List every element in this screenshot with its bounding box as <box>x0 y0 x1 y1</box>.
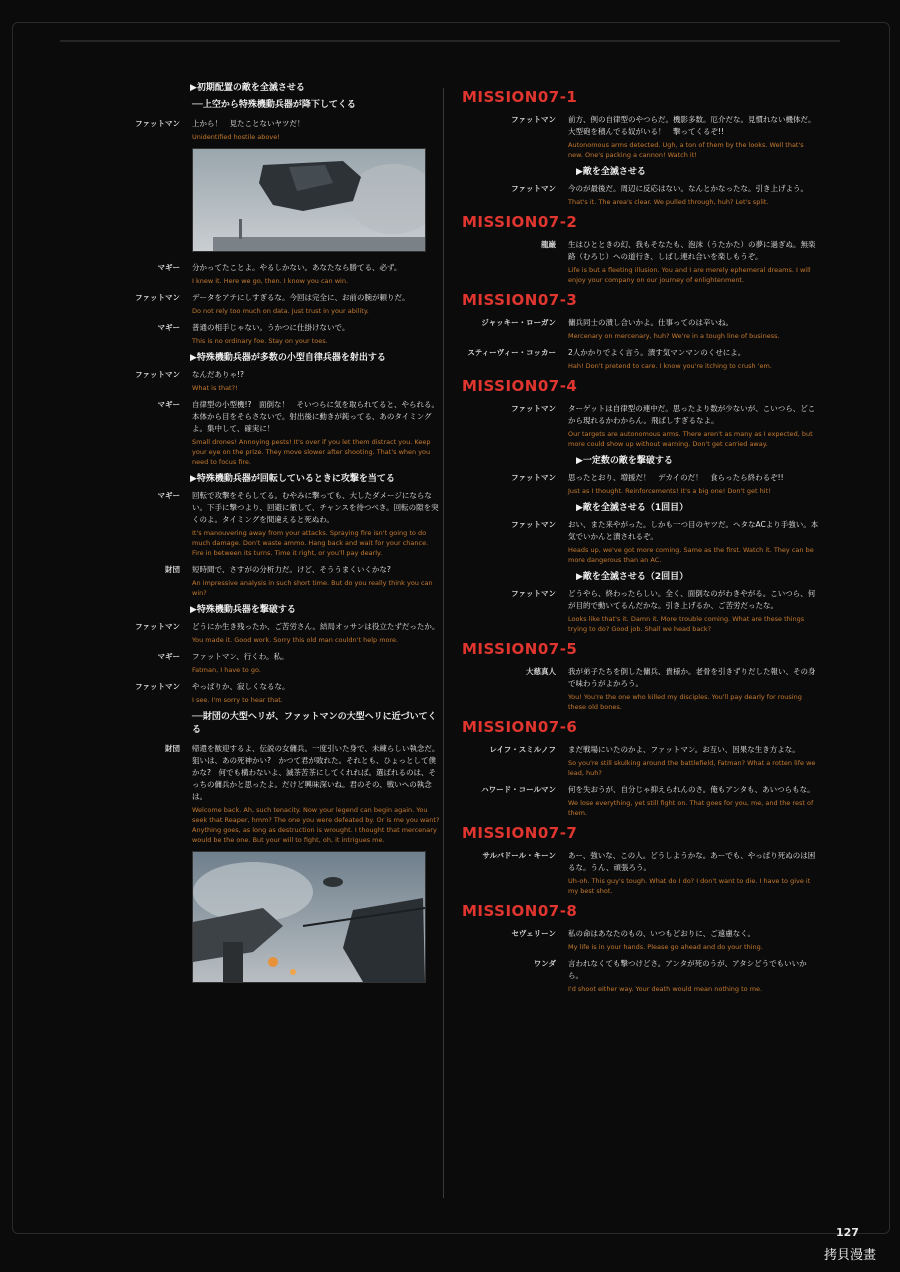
speaker-name: ファットマン <box>135 293 180 302</box>
en-text: Do not rely too much on data. Just trust in your ability. <box>192 307 369 315</box>
speaker-name: ファットマン <box>135 682 180 691</box>
en-text: I'd shoot either way. Your death would mean nothing to me. <box>568 985 763 993</box>
column-divider <box>443 88 444 1198</box>
jp-text: まだ戦場にいたのかよ、ファットマン。お互い、因果な生き方よな。 <box>568 745 800 754</box>
screenshot-image-1 <box>192 148 426 252</box>
speaker-name: レイフ・スミルノフ <box>489 745 556 754</box>
speaker-name: ハワード・コールマン <box>481 785 556 794</box>
dialogue-line <box>460 472 820 496</box>
mission-title: MISSION07-2 <box>462 213 578 231</box>
jp-text: 今のが最後だ。周辺に反応はない。なんとかなったな。引き上げよう。 <box>568 184 808 193</box>
jp-text: 2人かかりでよく言う。潰す気マンマンのくせによ。 <box>568 348 746 357</box>
speaker-name: マギー <box>157 323 180 332</box>
jp-text: なんだありゃ!? <box>192 370 244 379</box>
mission-title: MISSION07-6 <box>462 718 578 736</box>
en-text: Uh-oh. This guy's tough. What do I do? I don't want to die. I have to give it my best shot. <box>568 877 811 895</box>
en-text: So you're still skulking around the battlefield, Fatman? What a rotten life we lead, huh? <box>568 759 816 777</box>
frame-top-rule <box>60 40 840 42</box>
dialogue-line <box>460 317 820 341</box>
jp-text: どうにか生き残ったか、ご苦労さん。結局オッサンは役立たずだったか。 <box>192 622 440 631</box>
speaker-name: ファットマン <box>135 119 180 128</box>
en-text: This is no ordinary foe. Stay on your toes. <box>192 337 328 345</box>
speaker-name: マギー <box>157 263 180 272</box>
en-text: Unidentified hostile above! <box>192 133 280 141</box>
en-text: Mercenary on mercenary, huh? We're in a tough line of business. <box>568 332 780 340</box>
speaker-name: ファットマン <box>135 370 180 379</box>
speaker-name: ファットマン <box>511 404 556 413</box>
section-heading: ▶特殊機動兵器を撃破する <box>190 605 296 615</box>
en-text: Heads up, we've got more coming. Same as the first. Watch it. They can be more dangerous than an AC. <box>568 546 814 564</box>
speaker-name: ワンダ <box>533 959 556 968</box>
page-number: 127 <box>836 1226 859 1239</box>
dialogue-line <box>120 369 440 393</box>
watermark-text: 拷貝漫畫 <box>824 1248 877 1263</box>
jp-text: どうやら、終わったらしい。全く、面倒なのがわきやがる。こいつら、何が目的で動いてるんだかな。引き上げるか、ご苦労だったな。 <box>568 589 816 610</box>
speaker-name: ファットマン <box>135 622 180 631</box>
en-text: You! You're the one who killed my disciples. You'll pay dearly for rousing these old bones. <box>568 693 802 711</box>
en-text: We lose everything, yet still fight on. That goes for you, me, and the rest of them. <box>568 799 814 817</box>
dialogue-line <box>460 666 820 712</box>
en-text: Welcome back. Ah, such tenacity. Now your legend can begin again. You seek that Reaper, hmm? The one you were defeated by. Or is me you want? Anything goes, as long as destruction is wrought. I thought that mercenary would be the one. But your will to fight, oh, it intrigues me. <box>192 806 440 844</box>
en-text: I see. I'm sorry to hear that. <box>192 696 283 704</box>
mission-title: MISSION07-7 <box>462 824 578 842</box>
jp-text: データをアテにしすぎるな。今回は完全に、お前の腕が頼りだ。 <box>192 293 410 302</box>
dialogue-line <box>460 114 820 160</box>
dialogue-line <box>460 958 820 994</box>
en-text: It's manouvering away from your attacks. Spraying fire isn't going to do much damage. Don't waste ammo. Hang back and wait for your chance. Fire in between its turns. Time it right, or you'll pay dearly. <box>192 529 429 557</box>
jp-text: 上から！ 見たことないヤツだ！ <box>192 119 305 128</box>
en-text: Fatman, I have to go. <box>192 666 261 674</box>
section-heading: ▶敵を全滅させる <box>576 167 646 177</box>
speaker-name: マギー <box>157 491 180 500</box>
en-text: Hah! Don't pretend to care. I know you're itching to crush 'em. <box>568 362 772 370</box>
jp-text: ファットマン、行くわ。私。 <box>192 652 289 661</box>
jp-text: 前方、例の自律型のやつらだ。機影多数。厄介だな。見慣れない機体だ。大型砲を積んでる奴がいる！ 撃ってくるぞ!! <box>568 115 816 136</box>
speaker-name: サルバドール・キーン <box>482 851 556 860</box>
jp-text: 何を失おうが、自分じゃ抑えられんのさ。俺もアンタも、あいつらもな。 <box>568 785 815 794</box>
dialogue-line <box>460 347 820 371</box>
speaker-name: スティーヴィー・コッカー <box>467 348 556 357</box>
section-subheading: ──財団の大型ヘリが、ファットマンの大型ヘリに近づいてくる <box>192 712 437 735</box>
dialogue-line <box>460 403 820 449</box>
jp-text: 傭兵同士の潰し合いかよ。仕事ってのは辛いね。 <box>568 318 733 327</box>
dialogue-line <box>120 262 440 286</box>
en-text: Just as I thought. Reinforcements! It's a big one! Don't get hit! <box>568 487 771 495</box>
dialogue-line <box>120 322 440 346</box>
dialogue-line <box>460 588 820 634</box>
speaker-name: ジャッキー・ローガン <box>481 318 556 327</box>
jp-text: ターゲットは自律型の連中だ。思ったより数が少ないが、こいつら、どこから現れるかわからん。飛ばしすぎるなよ。 <box>568 404 816 425</box>
dialogue-line <box>460 744 820 778</box>
jp-text: 回転で攻撃をそらしてる。むやみに撃っても、大したダメージにならない。下手に撃つより、回避に徹して、チャンスを待つべき。回転の隙を突くのよ。タイミングを間違えると死ぬわ。 <box>192 491 439 524</box>
right-column <box>460 84 820 1000</box>
dialogue-line <box>120 743 440 845</box>
jp-text: 私の命はあなたのもの、いつもどおりに、ご遠慮なく。 <box>568 929 756 938</box>
en-text: You made it. Good work. Sorry this old man couldn't help more. <box>192 636 399 644</box>
speaker-name: 財団 <box>165 744 180 753</box>
dialogue-line <box>120 399 440 467</box>
section-heading: ▶初期配置の敵を全滅させる <box>190 83 305 93</box>
jp-text: 分かってたことよ。やるしかない。あなたなら勝てる、必ず。 <box>192 263 402 272</box>
dialogue-line <box>120 651 440 675</box>
dialogue-line <box>120 564 440 598</box>
section-heading: ▶一定数の敵を撃破する <box>576 456 673 466</box>
mission-title: MISSION07-5 <box>462 640 578 658</box>
dialogue-line <box>460 784 820 818</box>
dialogue-line <box>460 183 820 207</box>
dialogue-line <box>460 239 820 285</box>
dialogue-line <box>460 928 820 952</box>
speaker-name: マギー <box>157 400 180 409</box>
mission-title: MISSION07-4 <box>462 377 578 395</box>
jp-text: 我が弟子たちを倒した傭兵、貴様か。老骨を引きずりだした報い、その身で味わうがよかろう。 <box>568 667 816 688</box>
en-text: Autonomous arms detected. Ugh, a ton of them by the looks. Well that's new. One's packing a cannon! Watch it! <box>568 141 804 159</box>
jp-text: おい、また来やがった。しかも一つ目のヤツだ。ヘタなACより手強い。本気でいかんと潰されるぞ。 <box>568 520 819 541</box>
dialogue-line <box>460 850 820 896</box>
dialogue-line <box>120 681 440 705</box>
jp-text: あー、強いな、この人。どうしようかな。あーでも、やっぱり死ぬのは困るな。うん、頑張ろう。 <box>568 851 816 872</box>
mission-title: MISSION07-8 <box>462 902 578 920</box>
dialogue-line <box>120 118 440 142</box>
speaker-name: 財団 <box>165 565 180 574</box>
screenshot-image-2 <box>192 851 426 983</box>
jp-text: やっぱりか、寂しくなるな。 <box>192 682 290 691</box>
jp-text: 思ったとおり、増援だ！ デカイのだ！ 食らったら終わるぞ!! <box>568 473 784 482</box>
en-text: My life is in your hands. Please go ahead and do your thing. <box>568 943 763 951</box>
en-text: Life is but a fleeting illusion. You and I are merely ephemeral dreams. I will enjoy your company on our journey of enlightenment. <box>568 266 811 284</box>
section-heading: ▶特殊機動兵器が回転しているときに攻撃を当てる <box>190 474 395 484</box>
jp-text: 言われなくても撃つけどさ。アンタが死のうが、アタシどうでもいいから。 <box>568 959 807 980</box>
speaker-name: ファットマン <box>511 184 556 193</box>
en-text: Looks like that's it. Damn it. More trouble coming. What are these things trying to do? Good job. Shall we head back? <box>568 615 805 633</box>
dialogue-line <box>120 292 440 316</box>
en-text: Our targets are autonomous arms. There aren't as many as I expected, but more could show up without warning. Don't get carried away. <box>568 430 813 448</box>
mission-title: MISSION07-1 <box>462 88 578 106</box>
speaker-name: ファットマン <box>511 520 556 529</box>
en-text: I knew it. Here we go, then. I know you can win. <box>192 277 349 285</box>
en-text: What is that?! <box>192 384 238 392</box>
jp-text: 普通の相手じゃない。うかつに仕掛けないで。 <box>192 323 350 332</box>
section-heading: ▶敵を全滅させる（2回目） <box>576 572 689 582</box>
jp-text: 短時間で、さすがの分析力だ。けど、そううまくいくかな? <box>192 565 391 574</box>
en-text: An impressive analysis in such short time. But do you really think you can win? <box>192 579 433 597</box>
jp-text: 帰還を歓迎するよ、伝説の女傭兵。一度引いた身で、未練らしい執念だ。狙いは、あの死神かい? かつて君が敗れた。それとも、ひょっとして僕かな? 何でも構わないよ、滅茶苦茶にしてくれれば。選ばれるのは、そっちの傭兵かと思ったよ。だけど興味深いね。君のその、戦いへの執念は。 <box>192 744 440 801</box>
dialogue-line <box>120 490 440 558</box>
section-subheading: ──上空から特殊機動兵器が降下してくる <box>192 100 356 110</box>
speaker-name: 龍巌 <box>541 240 556 249</box>
speaker-name: セヴェリーン <box>511 929 556 938</box>
left-column <box>120 82 440 993</box>
speaker-name: ファットマン <box>511 115 556 124</box>
jp-text: 自律型の小型機!? 面倒な！ そいつらに気を取られてると、やられる。本体から目をそらさないで。射出後に動きが鈍ってる、あのタイミングよ。集中して、確実に！ <box>192 400 439 433</box>
section-heading: ▶敵を全滅させる（1回目） <box>576 503 689 513</box>
mission-title: MISSION07-3 <box>462 291 578 309</box>
speaker-name: ファットマン <box>511 473 556 482</box>
jp-text: 生はひとときの幻、我もそなたも、泡沫（うたかた）の夢に過ぎぬ。無楽路（むろじ）への道行き、しばし連れ合いを楽しもうぞ。 <box>568 240 816 261</box>
en-text: That's it. The area's clear. We pulled through, huh? Let's split. <box>568 198 769 206</box>
speaker-name: ファットマン <box>511 589 556 598</box>
section-heading: ▶特殊機動兵器が多数の小型自律兵器を射出する <box>190 353 386 363</box>
speaker-name: マギー <box>157 652 180 661</box>
dialogue-line <box>120 621 440 645</box>
dialogue-line <box>460 519 820 565</box>
en-text: Small drones! Annoying pests! It's over if you let them distract you. Keep your eye on the prize. They move slower after shooting. That's when you need to focus fire. <box>192 438 431 466</box>
speaker-name: 大慈真人 <box>526 667 556 676</box>
